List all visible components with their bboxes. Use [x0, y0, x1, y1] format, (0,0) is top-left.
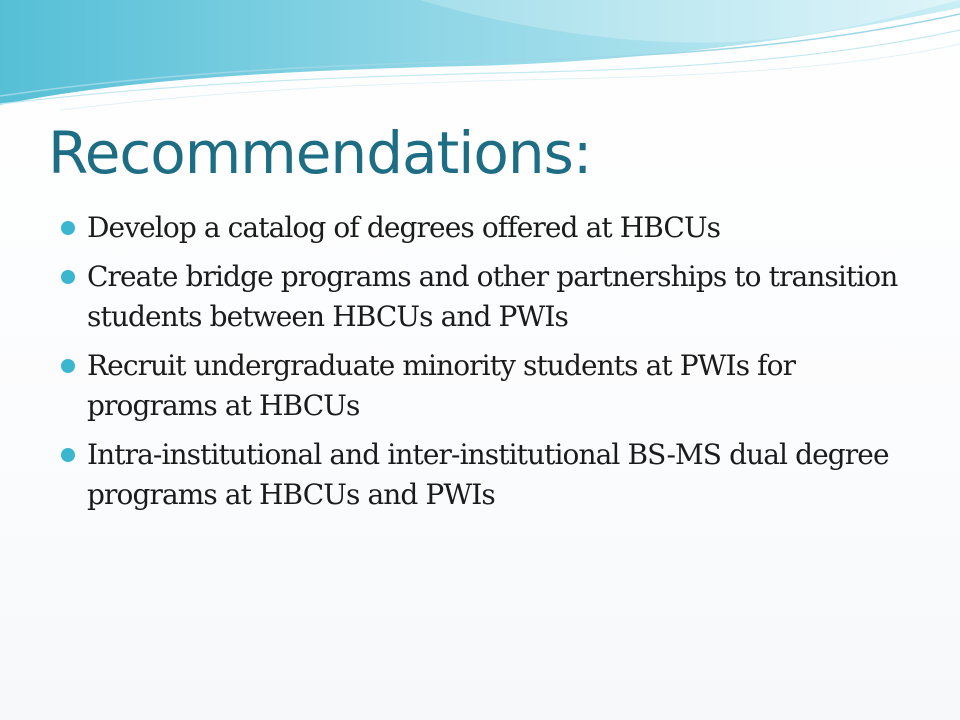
bullet-item	[60, 257, 920, 337]
decorative-wave-banner	[0, 0, 960, 120]
bullet-item	[60, 346, 920, 426]
slide-title: Recommendations:	[48, 119, 592, 187]
bullet-text: Develop a catalog of degrees offered at HBCUs	[87, 211, 721, 244]
bullet-list	[60, 208, 920, 524]
bullet-dot-icon	[61, 448, 75, 462]
bullet-dot-icon	[61, 359, 75, 373]
bullet-dot-icon	[61, 270, 75, 284]
bullet-item	[60, 208, 920, 248]
bullet-text: Create bridge programs and other partnerships to transition students between HBCUs and PWIs	[87, 260, 898, 333]
bullet-item	[60, 435, 920, 515]
bullet-text: Recruit undergraduate minority students at PWIs for programs at HBCUs	[87, 349, 796, 422]
bullet-dot-icon	[61, 221, 75, 235]
bullet-text: Intra-institutional and inter-institutional BS-MS dual degree programs at HBCUs and PWIs	[87, 438, 889, 511]
